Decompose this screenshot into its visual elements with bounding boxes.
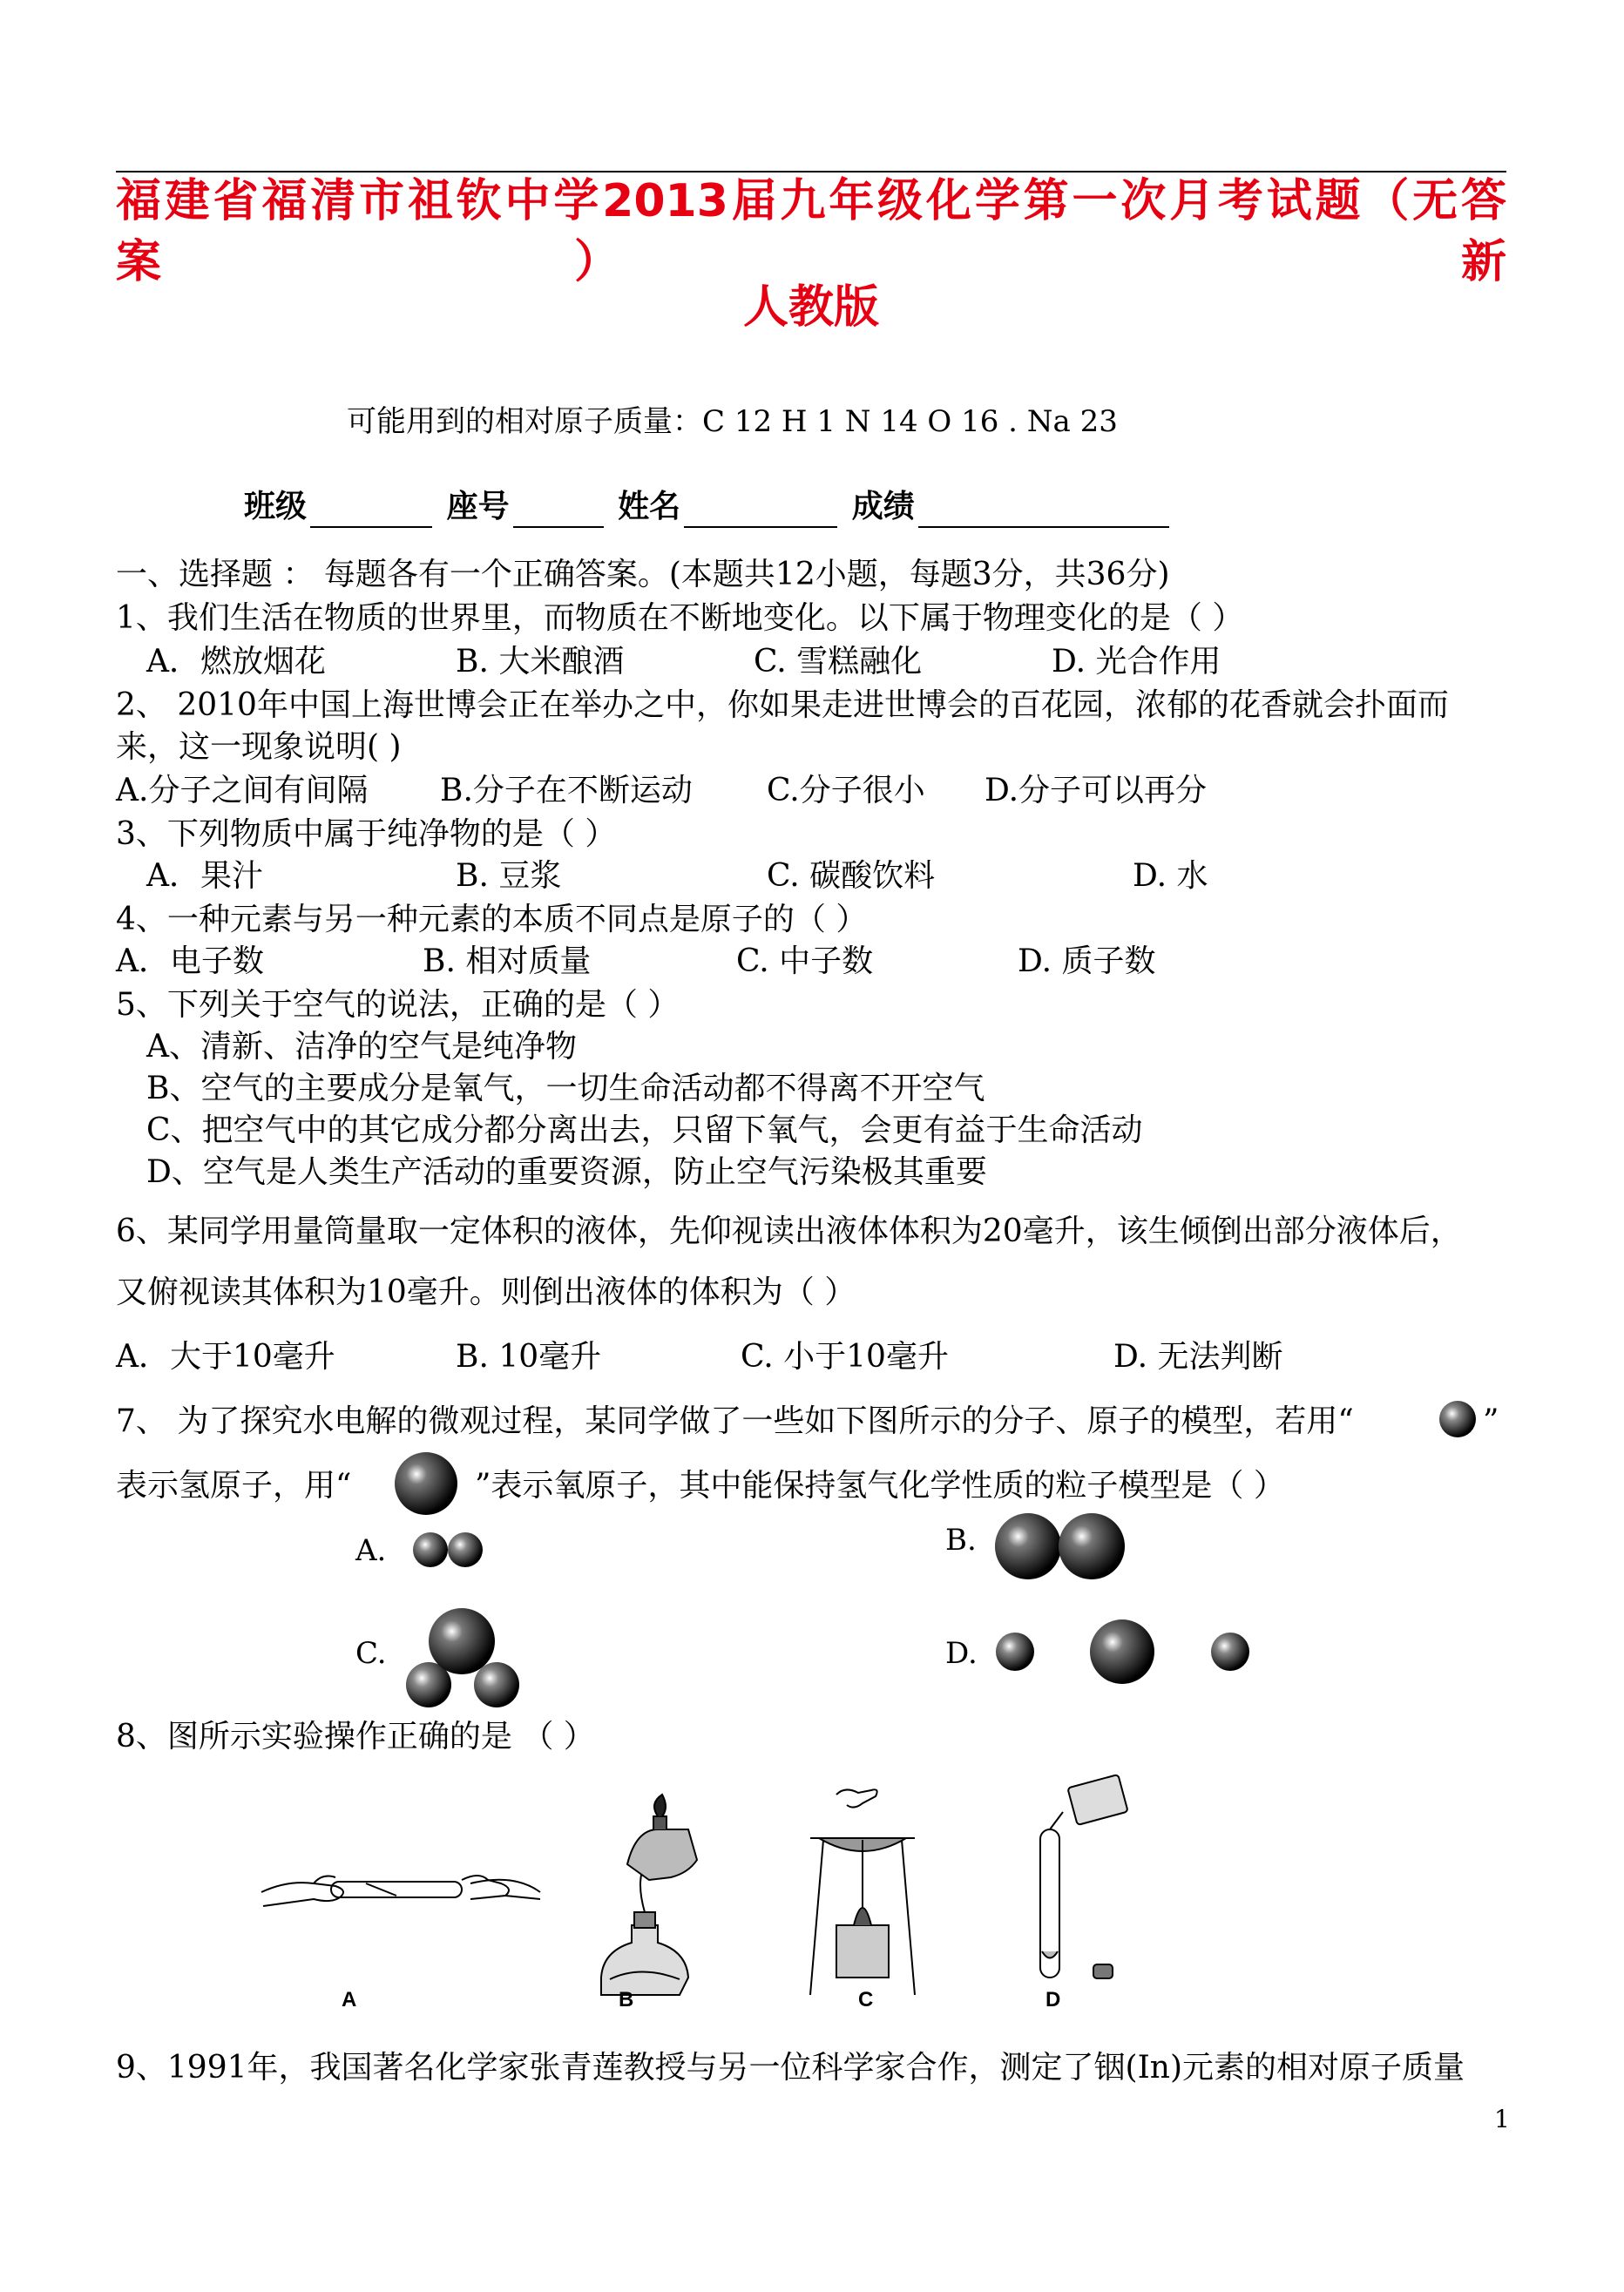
- q7-option-d-label: D.: [945, 1636, 978, 1671]
- q4-option-c: C. 中子数: [736, 943, 874, 979]
- q1-option-c: C. 雪糕融化: [754, 644, 923, 679]
- q6-option-c: C. 小于10毫升: [741, 1339, 949, 1375]
- page-title-line1: 福建省福清市祖钦中学2013届九年级化学第一次月考试题（无答案） 新: [116, 175, 1506, 288]
- q6-stem-line2: 又俯视读其体积为10毫升。则倒出液体的体积为（ ）: [116, 1274, 856, 1310]
- q5-option-b: B、空气的主要成分是氧气，一切生命活动都不得离不开空气: [146, 1071, 985, 1106]
- lab-figure-d: [1040, 1775, 1128, 1978]
- q1-option-d: D. 光合作用: [1052, 644, 1221, 679]
- student-info-row: [244, 486, 1173, 528]
- fig-label-c: C: [858, 1988, 874, 2011]
- q6-option-a: A．大于10毫升: [116, 1339, 335, 1375]
- page-title-line2: 人教版: [742, 281, 879, 334]
- q3-stem: 3、下列物质中属于纯净物的是（ ）: [116, 816, 617, 852]
- q6-option-d: D. 无法判断: [1113, 1339, 1283, 1375]
- lab-figure-b: [601, 1795, 697, 1995]
- q4-stem: 4、一种元素与另一种元素的本质不同点是原子的（ ）: [116, 902, 868, 937]
- q7-stem-line2a: 表示氢原子，用“: [116, 1468, 352, 1504]
- q6-option-b: B. 10毫升: [456, 1339, 602, 1375]
- q2-stem-line2: 来，这一现象说明( ): [116, 729, 402, 765]
- h2o-molecule-model: [403, 1599, 524, 1713]
- class-field[interactable]: [310, 498, 432, 528]
- q5-option-a: A、清新、洁净的空气是纯净物: [146, 1029, 577, 1065]
- q4-option-d: D. 质子数: [1018, 943, 1156, 979]
- q2-option-b: B.分子在不断运动: [440, 773, 693, 808]
- score-label: 成绩: [851, 489, 915, 524]
- q6-stem-line1: 6、某同学用量筒量取一定体积的液体，先仰视读出液体体积为20毫升，该生倾倒出部分液体后，: [116, 1214, 1462, 1249]
- fig-label-a: A: [342, 1988, 357, 2011]
- q7-stem-line1: [116, 1401, 1354, 1443]
- seat-label: 座号: [446, 489, 510, 524]
- section-heading: 一、选择题 ： 每题各有一个正确答案。(本题共12小题，每题3分，共36分): [116, 557, 1170, 592]
- separate-atoms-model: [993, 1617, 1255, 1687]
- q2-option-a: A.分子之间有间隔: [116, 773, 369, 808]
- q3-option-d: D. 水: [1133, 858, 1208, 894]
- lab-operations-figure: [253, 1777, 1167, 2012]
- q7-option-c-label: C.: [355, 1636, 387, 1671]
- atomic-mass-line: 可能用到的相对原子质量：C 12 H 1 N 14 O 16 . Na 23: [347, 404, 1118, 439]
- q2-option-c: C.分子很小: [767, 773, 925, 808]
- q7-stem-quote: ”: [1483, 1403, 1499, 1439]
- q1-option-b: B. 大米酿酒: [456, 644, 625, 679]
- q3-option-c: C. 碳酸饮料: [767, 858, 936, 894]
- q7-stem-line2b: ”表示氧原子，其中能保持氢气化学性质的粒子模型是（ ）: [475, 1468, 1285, 1504]
- q5-stem: 5、下列关于空气的说法，正确的是（ ）: [116, 987, 680, 1023]
- q2-stem-line1: 2、 2010年中国上海世博会正在举办之中，你如果走进世博会的百花园，浓郁的花香就会扑面而: [116, 687, 1449, 723]
- oxygen-atom-icon: [389, 1446, 464, 1521]
- o2-molecule-model: [993, 1507, 1133, 1585]
- q4-option-b: B. 相对质量: [423, 943, 592, 979]
- name-label: 姓名: [618, 489, 681, 524]
- lab-figure-c: [810, 1789, 915, 1995]
- page-number: 1: [1494, 2105, 1510, 2133]
- fig-label-b: B: [619, 1988, 634, 2011]
- q3-option-a: A．果汁: [146, 858, 263, 894]
- q4-option-a: A．电子数: [116, 943, 264, 979]
- lab-figure-a: [261, 1876, 540, 1906]
- seat-field[interactable]: [513, 498, 604, 528]
- q5-option-d: D、空气是人类生产活动的重要资源，防止空气污染极其重要: [146, 1154, 987, 1190]
- fig-label-d: D: [1045, 1988, 1061, 2011]
- q1-option-a: A．燃放烟花: [146, 644, 326, 679]
- q5-option-c: C、把空气中的其它成分都分离出去，只留下氧气，会更有益于生命活动: [146, 1112, 1143, 1148]
- q3-option-b: B. 豆浆: [456, 858, 562, 894]
- q7-option-a-label: A.: [355, 1533, 387, 1568]
- q2-option-d: D.分子可以再分: [985, 773, 1208, 808]
- name-field[interactable]: [684, 498, 837, 528]
- q7-option-b-label: B.: [945, 1523, 977, 1558]
- q1-stem: 1、我们生活在物质的世界里，而物质在不断地变化。以下属于物理变化的是（ ）: [116, 600, 1244, 636]
- q9-stem: 9、1991年，我国著名化学家张青莲教授与另一位科学家合作，测定了铟(In)元素的相对原子质量: [116, 2050, 1465, 2086]
- h2-molecule-model: [409, 1528, 490, 1572]
- q8-stem: 8、图所示实验操作正确的是 （ ）: [116, 1719, 595, 1754]
- q7-stem-text-a: 7、 为了探究水电解的微观过程，某同学做了一些如下图所示的分子、原子的模型，若用“: [116, 1403, 1354, 1439]
- hydrogen-atom-icon: [1436, 1397, 1479, 1441]
- score-field[interactable]: [918, 498, 1169, 528]
- class-label: 班级: [244, 489, 308, 524]
